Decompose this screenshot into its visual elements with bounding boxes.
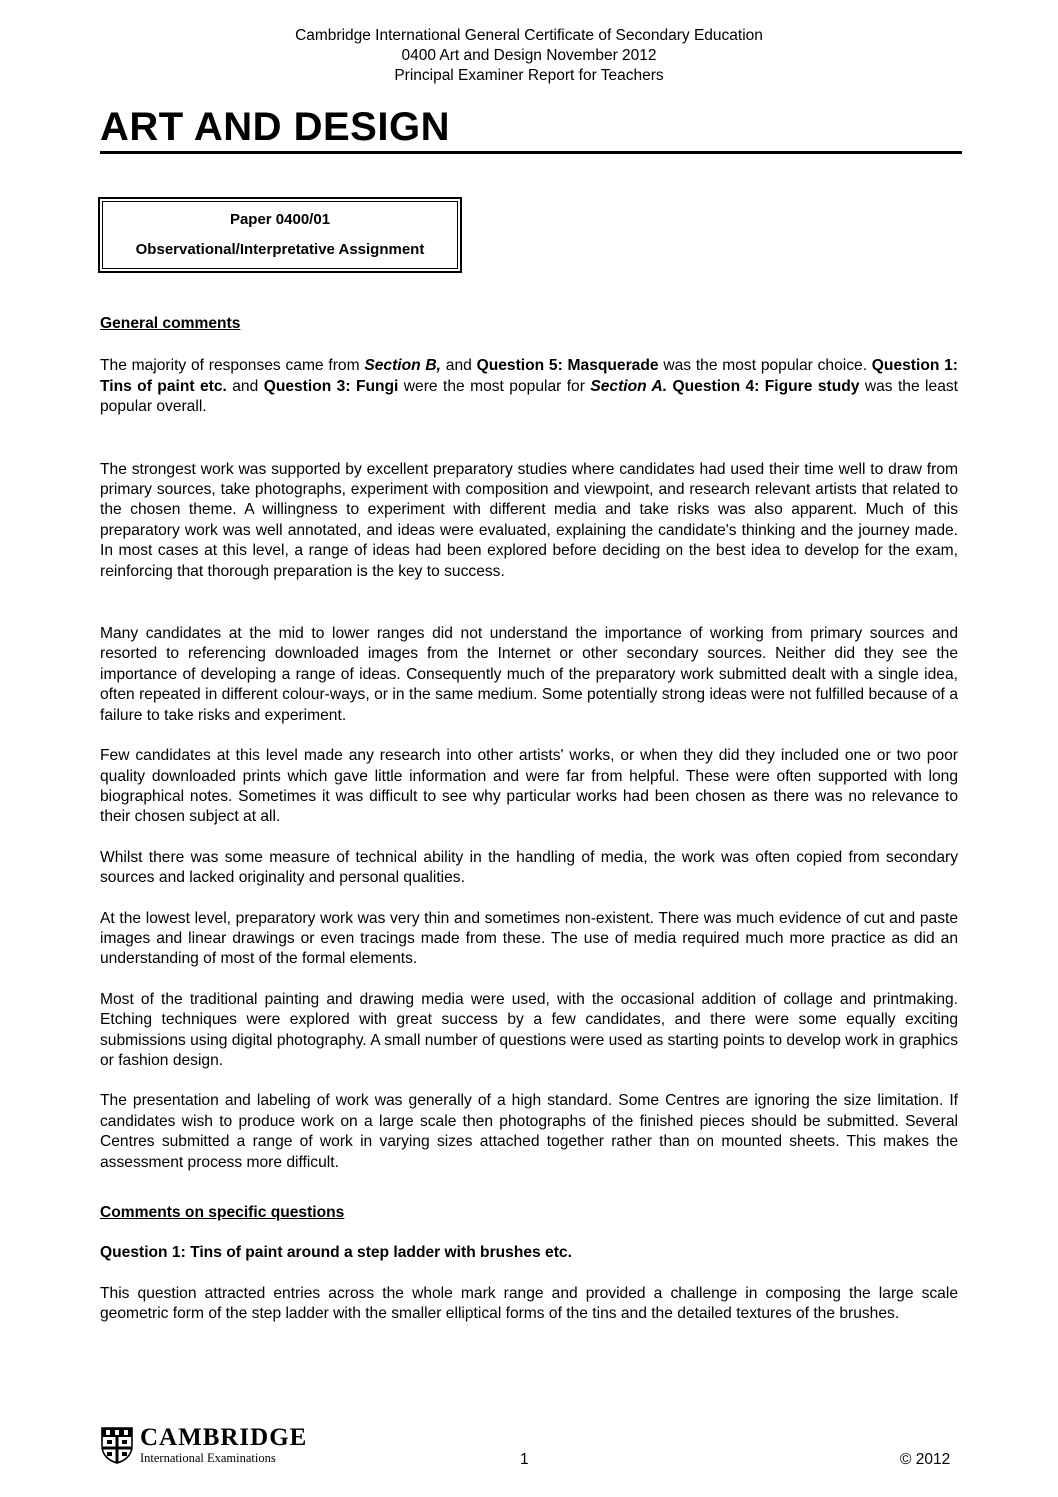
logo-wordmark: CAMBRIDGE [140, 1424, 308, 1451]
header-line-3: Principal Examiner Report for Teachers [394, 67, 664, 84]
general-comments-heading: General comments [100, 315, 241, 332]
page-title: ART AND DESIGN [100, 105, 450, 149]
general-paragraph-2: The strongest work was supported by excellent preparatory studies where candidates had used their time well to draw from primary sources, take photographs, experiment with composition and viewpoint, and research relevant artists that related to the chosen theme. A willingness to experiment with different media and take risks was also apparent. Much of this preparatory work was well annotated, and ideas were evaluated, explaining the candidate's thinking and the journey made. In most cases at this level, a range of ideas had been explored before deciding on the best idea to develop for the exam, reinforcing that thorough preparation is the key to success. [100, 460, 958, 580]
header-line-1: Cambridge International General Certificate of Secondary Education [295, 27, 763, 44]
document-header [0, 26, 1058, 86]
university-shield-icon [100, 1426, 134, 1464]
general-paragraph-7: Most of the traditional painting and drawing media were used, with the occasional addition of collage and printmaking. Etching techniques were explored with great success by a few candidates, and there were some equally exciting submissions using digital photography. A small number of questions were used as starting points to develop work in graphics or fashion design. [100, 990, 958, 1069]
general-paragraph-3: Many candidates at the mid to lower ranges did not understand the importance of working from primary sources and resorted to referencing downloaded images from the Internet or other secondary sources. Neither did they see the importance of developing a range of ideas. Consequently much of the preparatory work submitted dealt with a single idea, often repeated in different colour-ways, or in the same medium. Some potentially strong ideas were not fulfilled because of a failure to take risks and experiment. [100, 625, 958, 724]
title-underline [100, 151, 962, 154]
report-body [100, 314, 958, 1325]
general-paragraph-5: Whilst there was some measure of technical ability in the handling of media, the work was often copied from secondary sources and lacked originality and personal qualities. [100, 848, 958, 887]
logo-subtitle: International Examinations [140, 1451, 276, 1465]
section-a-ref: Section A. [590, 377, 668, 395]
specific-questions-heading: Comments on specific questions [100, 1204, 345, 1221]
paper-box [98, 197, 462, 273]
text-run: was the most popular choice. [658, 357, 872, 375]
section-b-ref: Section B, [364, 357, 442, 375]
question-1-heading: Question 1: Tins of paint around a step ladder with brushes etc. [100, 1244, 572, 1262]
paper-code: Paper 0400/01 [229, 211, 331, 228]
question-4-ref: Question 4: Figure study [672, 377, 860, 395]
general-paragraph-8: The presentation and labeling of work was generally of a high standard. Some Centres are ignoring the size limitation. If candidates wish to produce work on a large scale then photographs of the finished pieces should be submitted. Several Centres submitted a range of work in varying sizes attached together rather than on mounted sheets. This makes the assessment process more difficult. [100, 1092, 958, 1171]
text-run: and [441, 357, 477, 375]
question-1-paragraph: This question attracted entries across the whole mark range and provided a challenge in composing the large scale geometric form of the step ladder with the smaller elliptical forms of the tins and the detailed textures of the brushes. [100, 1284, 958, 1323]
page-number: 1 [520, 1451, 529, 1468]
general-paragraph-6: At the lowest level, preparatory work was very thin and sometimes non-existent. There was much evidence of cut and paste images and linear drawings or even tracings made from these. The use of media required much more practice as did an understanding of most of the formal elements. [100, 909, 958, 968]
general-paragraph-1 [100, 356, 958, 417]
text-run: was the least popular overall. [100, 377, 958, 416]
general-paragraph-4: Few candidates at this level made any research into other artists' works, or when they did they included one or two poor quality downloaded prints which gave little information and were far from helpful. These were often supported with long biographical notes. Sometimes it was difficult to see why particular works had been chosen as there was no relevance to their chosen subject at all. [100, 747, 958, 826]
text-run: and [226, 377, 264, 395]
question-1-ref: Question 1: Tins of paint etc. [100, 357, 959, 395]
paper-name: Observational/Interpretative Assignment [135, 241, 425, 258]
cambridge-logo [100, 1425, 307, 1465]
question-5-ref: Question 5: Masquerade [476, 357, 659, 375]
copyright: © 2012 [900, 1451, 951, 1468]
question-3-ref: Question 3: Fungi [263, 377, 399, 395]
text-run: The majority of responses came from [100, 357, 365, 375]
text-run: were the most popular for [398, 377, 591, 395]
header-line-2: 0400 Art and Design November 2012 [401, 47, 657, 64]
